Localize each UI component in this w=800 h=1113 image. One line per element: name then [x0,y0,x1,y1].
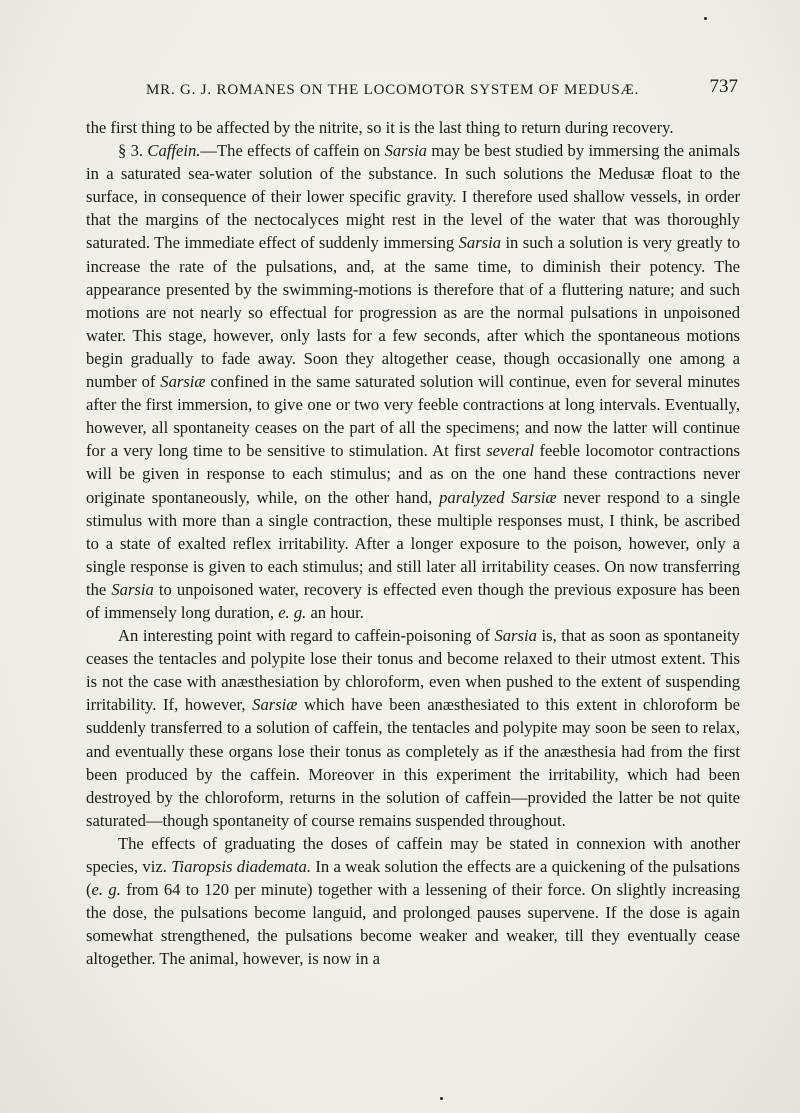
text-run: In a weak solution the effects are a quickening of the pulsations ( [86,857,740,900]
page-speck [440,1097,443,1100]
italic-text: Sarsia [458,233,502,253]
italic-text: e. g. [278,602,307,622]
text-run: the first thing to be affected by the nitrite, so it is the last thing to return during recovery. [86,118,674,137]
page-number: 737 [709,76,738,97]
italic-text: Sarsia [111,579,154,599]
text-run: § 3. [118,141,148,161]
italic-text: e. g. [91,880,121,900]
text-run: which have been anæsthesiated to this extent in chloroform be suddenly transferred to a solution of caffein, the tentacles and polypite may soon be seen to relax, and eventually these organs lose their tonus as completely as if the anæsthesia had from the first been produced by the caffein. Moreover in this experiment the irritability, which had been destroyed by the chloroform, returns in the solution of caffein—provided the latter be not quite saturated—though spontaneity of course remains suspended throughout. [86,695,740,830]
italic-text: paralyzed Sarsiæ [439,487,557,507]
text-run: an hour. [306,602,364,622]
italic-text: Caffein. [147,141,201,161]
paragraph [86,624,740,832]
text-run: The effects of graduating the doses of caffein may be stated in connexion with another species, viz. [86,833,740,876]
text-run: in such a solution is very greatly to increase the rate of the pulsations, and, at the same time, to diminish their potency. The appearance presented by the swimming-motions is therefore that of a fluttering nature; and such motions are not nearly so effectual for progression as are the normal pulsations in unpoisoned water. This stage, however, only lasts for a few seconds, after which the spontaneous motions begin gradually to fade away. Soon they altogether cease, though occasionally one among a number of [86,233,740,392]
italic-text: Sarsiæ [252,695,298,715]
page-speck [704,17,707,20]
italic-text: Tiaropsis diademata. [171,857,311,876]
paragraph [86,116,740,139]
italic-text: several [486,441,535,461]
text-run: An interesting point with regard to caffein-poisoning of [118,626,495,646]
text-run: to unpoisoned water, recovery is effected even though the previous exposure has been of immensely long duration, [86,579,740,622]
text-run: —The effects of caffein on [200,141,385,161]
paragraph [86,832,740,971]
text-run: from 64 to 120 per minute) together with a lessening of their force. On slightly increasing the dose, the pulsations become languid, and prolonged pauses supervene. If the dose is again somewhat strengthened, the pulsations become weaker and weaker, till they eventually cease altogether. The animal, however, is now in a [86,880,741,969]
text-run: may be best studied by immersing the animals in a saturated sea-water solution of the substance. In such solutions the Medusæ float to the surface, in consequence of their lower specific gravity. I therefore used shallow vessels, in order that the margins of the nectocalyces might rest in the level of the water that was thoroughly saturated. The immediate effect of suddenly immersing [86,141,740,253]
body-text [86,116,740,970]
paragraph [86,139,740,624]
text-run: never respond to a single stimulus with more than a single contraction, these multiple responses must, I think, be ascribed to a state of exalted reflex irritability. After a longer exposure to the poison, however, only a single response is given to each stimulus; and still later all irritability ceases. On now transferring the [86,487,740,599]
page-header [146,76,738,102]
italic-text: Sarsia [384,141,427,161]
text-run: feeble locomotor contractions will be given in response to each stimulus; and as on the one hand these contractions never originate spontaneously, while, on the other hand, [86,441,740,507]
text-run: is, that as soon as spontaneity ceases the tentacles and polypite lose their tonus and become relaxed to their utmost extent. This is not the case with anæsthesiation by chloroform, even when pushed to the extent of suspending irritability. If, however, [86,626,740,715]
italic-text: Sarsia [494,626,537,646]
running-title: MR. G. J. ROMANES ON THE LOCOMOTOR SYSTEM OF MEDUSÆ. [146,82,640,98]
text-run: confined in the same saturated solution will continue, even for several minutes after the first immersion, to give one or two very feeble contractions at long intervals. Eventually, however, all spontaneity ceases on the part of all the specimens; and now the latter will continue for a very long time to be sensitive to stimulation. At first [86,372,740,461]
italic-text: Sarsiæ [160,372,206,392]
